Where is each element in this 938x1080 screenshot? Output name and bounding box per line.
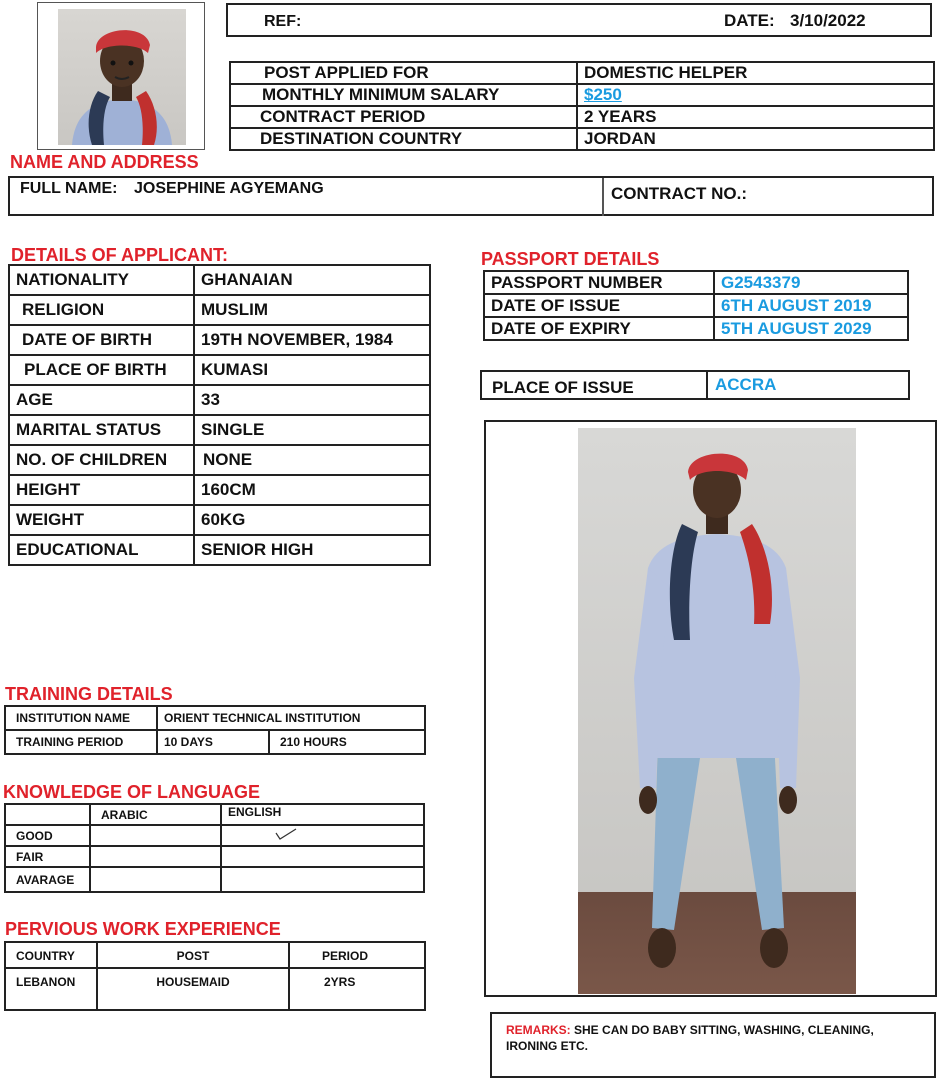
training-days-value: 10 DAYS	[157, 730, 269, 754]
table-row	[5, 968, 425, 1010]
work-country-value: LEBANON	[5, 968, 97, 1010]
section-title-work: PERVIOUS WORK EXPERIENCE	[5, 919, 281, 939]
person-illustration	[578, 428, 856, 994]
post-applied-value: DOMESTIC HELPER	[577, 62, 934, 84]
table-row	[484, 294, 908, 317]
section-title-name-address: NAME AND ADDRESS	[10, 152, 199, 172]
full-length-photo	[578, 428, 856, 994]
period-header: PERIOD	[289, 942, 425, 968]
contract-period-value: 2 YEARS	[577, 106, 934, 128]
children-value: NONE	[194, 445, 430, 475]
religion-value: MUSLIM	[194, 295, 430, 325]
children-label: NO. OF CHILDREN	[9, 445, 194, 475]
name-address-box	[8, 176, 934, 216]
training-table	[4, 705, 426, 755]
english-good-cell	[221, 825, 424, 846]
dob-label: DATE OF BIRTH	[9, 325, 194, 355]
portrait-illustration	[58, 9, 186, 145]
education-label: EDUCATIONAL	[9, 535, 194, 565]
ref-date-box	[226, 3, 932, 37]
table-row	[230, 84, 934, 106]
language-table	[4, 803, 425, 893]
issue-date-value: 6TH AUGUST 2019	[714, 294, 908, 317]
weight-label: WEIGHT	[9, 505, 194, 535]
table-row	[5, 867, 424, 892]
table-row	[5, 804, 424, 825]
expiry-date-label: DATE OF EXPIRY	[484, 317, 714, 340]
education-value: SENIOR HIGH	[194, 535, 430, 565]
table-row	[9, 295, 430, 325]
arabic-column-header: ARABIC	[90, 804, 221, 825]
age-value: 33	[194, 385, 430, 415]
contract-period-label: CONTRACT PERIOD	[230, 106, 577, 128]
post-applied-label: POST APPLIED FOR	[230, 62, 577, 84]
salary-value: $250	[577, 84, 934, 106]
contract-no-label: CONTRACT NO.:	[611, 184, 747, 203]
height-label: HEIGHT	[9, 475, 194, 505]
contract-divider	[602, 178, 604, 216]
training-period-label: TRAINING PERIOD	[5, 730, 157, 754]
weight-value: 60KG	[194, 505, 430, 535]
applicant-table	[8, 264, 431, 566]
table-row	[484, 317, 908, 340]
section-title-training: TRAINING DETAILS	[5, 684, 173, 704]
place-divider	[706, 372, 708, 400]
table-row	[230, 128, 934, 150]
table-row	[5, 942, 425, 968]
table-row	[5, 846, 424, 867]
place-of-issue-label: PLACE OF ISSUE	[492, 378, 634, 397]
table-row	[5, 825, 424, 846]
dob-value: 19TH NOVEMBER, 1984	[194, 325, 430, 355]
marital-status-value: SINGLE	[194, 415, 430, 445]
full-name-value: JOSEPHINE AGYEMANG	[134, 180, 324, 197]
remarks-box	[490, 1012, 936, 1078]
table-row	[5, 706, 425, 730]
table-row	[9, 325, 430, 355]
job-table	[229, 61, 935, 151]
arabic-average-cell	[90, 867, 221, 892]
arabic-good-cell	[90, 825, 221, 846]
check-mark-icon	[274, 827, 298, 841]
nationality-label: NATIONALITY	[9, 265, 194, 295]
salary-label: MONTHLY MINIMUM SALARY	[230, 84, 577, 106]
passport-number-label: PASSPORT NUMBER	[484, 271, 714, 294]
remarks-text: SHE CAN DO BABY SITTING, WASHING, CLEANING, IRONING ETC.	[506, 1023, 874, 1053]
passport-number-value: G2543379	[714, 271, 908, 294]
table-row	[9, 445, 430, 475]
table-row	[484, 271, 908, 294]
training-hours-value: 210 HOURS	[269, 730, 425, 754]
table-row	[9, 385, 430, 415]
work-post-value: HOUSEMAID	[97, 968, 289, 1010]
table-row	[9, 355, 430, 385]
table-row	[9, 475, 430, 505]
place-of-issue-value: ACCRA	[715, 375, 777, 394]
age-label: AGE	[9, 385, 194, 415]
arabic-fair-cell	[90, 846, 221, 867]
section-title-applicant: DETAILS OF APPLICANT:	[11, 245, 228, 265]
language-corner-cell	[5, 804, 90, 825]
destination-value: JORDAN	[577, 128, 934, 150]
institution-name-value: ORIENT TECHNICAL INSTITUTION	[157, 706, 425, 730]
passport-table	[483, 270, 909, 341]
table-row	[9, 415, 430, 445]
full-photo-frame	[484, 420, 937, 997]
work-table	[4, 941, 426, 1011]
english-average-cell	[221, 867, 424, 892]
nationality-value: GHANAIAN	[194, 265, 430, 295]
country-header: COUNTRY	[5, 942, 97, 968]
religion-label: RELIGION	[9, 295, 194, 325]
date-label: DATE:	[724, 11, 775, 30]
expiry-date-value: 5TH AUGUST 2029	[714, 317, 908, 340]
table-row	[5, 730, 425, 754]
ref-label: REF:	[264, 13, 302, 30]
table-row	[9, 505, 430, 535]
table-row	[9, 535, 430, 565]
full-name-label: FULL NAME:	[20, 180, 118, 197]
work-period-value: 2YRS	[289, 968, 425, 1010]
section-title-language: KNOWLEDGE OF LANGUAGE	[3, 782, 260, 802]
date-value: 3/10/2022	[790, 11, 866, 30]
level-average-label: AVARAGE	[5, 867, 90, 892]
issue-date-label: DATE OF ISSUE	[484, 294, 714, 317]
post-header: POST	[97, 942, 289, 968]
level-fair-label: FAIR	[5, 846, 90, 867]
english-column-header: ENGLISH	[221, 804, 424, 825]
remarks-label: REMARKS:	[506, 1023, 571, 1037]
marital-status-label: MARITAL STATUS	[9, 415, 194, 445]
table-row	[230, 62, 934, 84]
height-value: 160CM	[194, 475, 430, 505]
institution-name-label: INSTITUTION NAME	[5, 706, 157, 730]
passport-photo	[37, 2, 205, 150]
destination-label: DESTINATION COUNTRY	[230, 128, 577, 150]
table-row	[230, 106, 934, 128]
english-fair-cell	[221, 846, 424, 867]
pob-value: KUMASI	[194, 355, 430, 385]
level-good-label: GOOD	[5, 825, 90, 846]
place-of-issue-box	[480, 370, 910, 400]
pob-label: PLACE OF BIRTH	[9, 355, 194, 385]
section-title-passport: PASSPORT DETAILS	[481, 249, 660, 269]
table-row	[9, 265, 430, 295]
